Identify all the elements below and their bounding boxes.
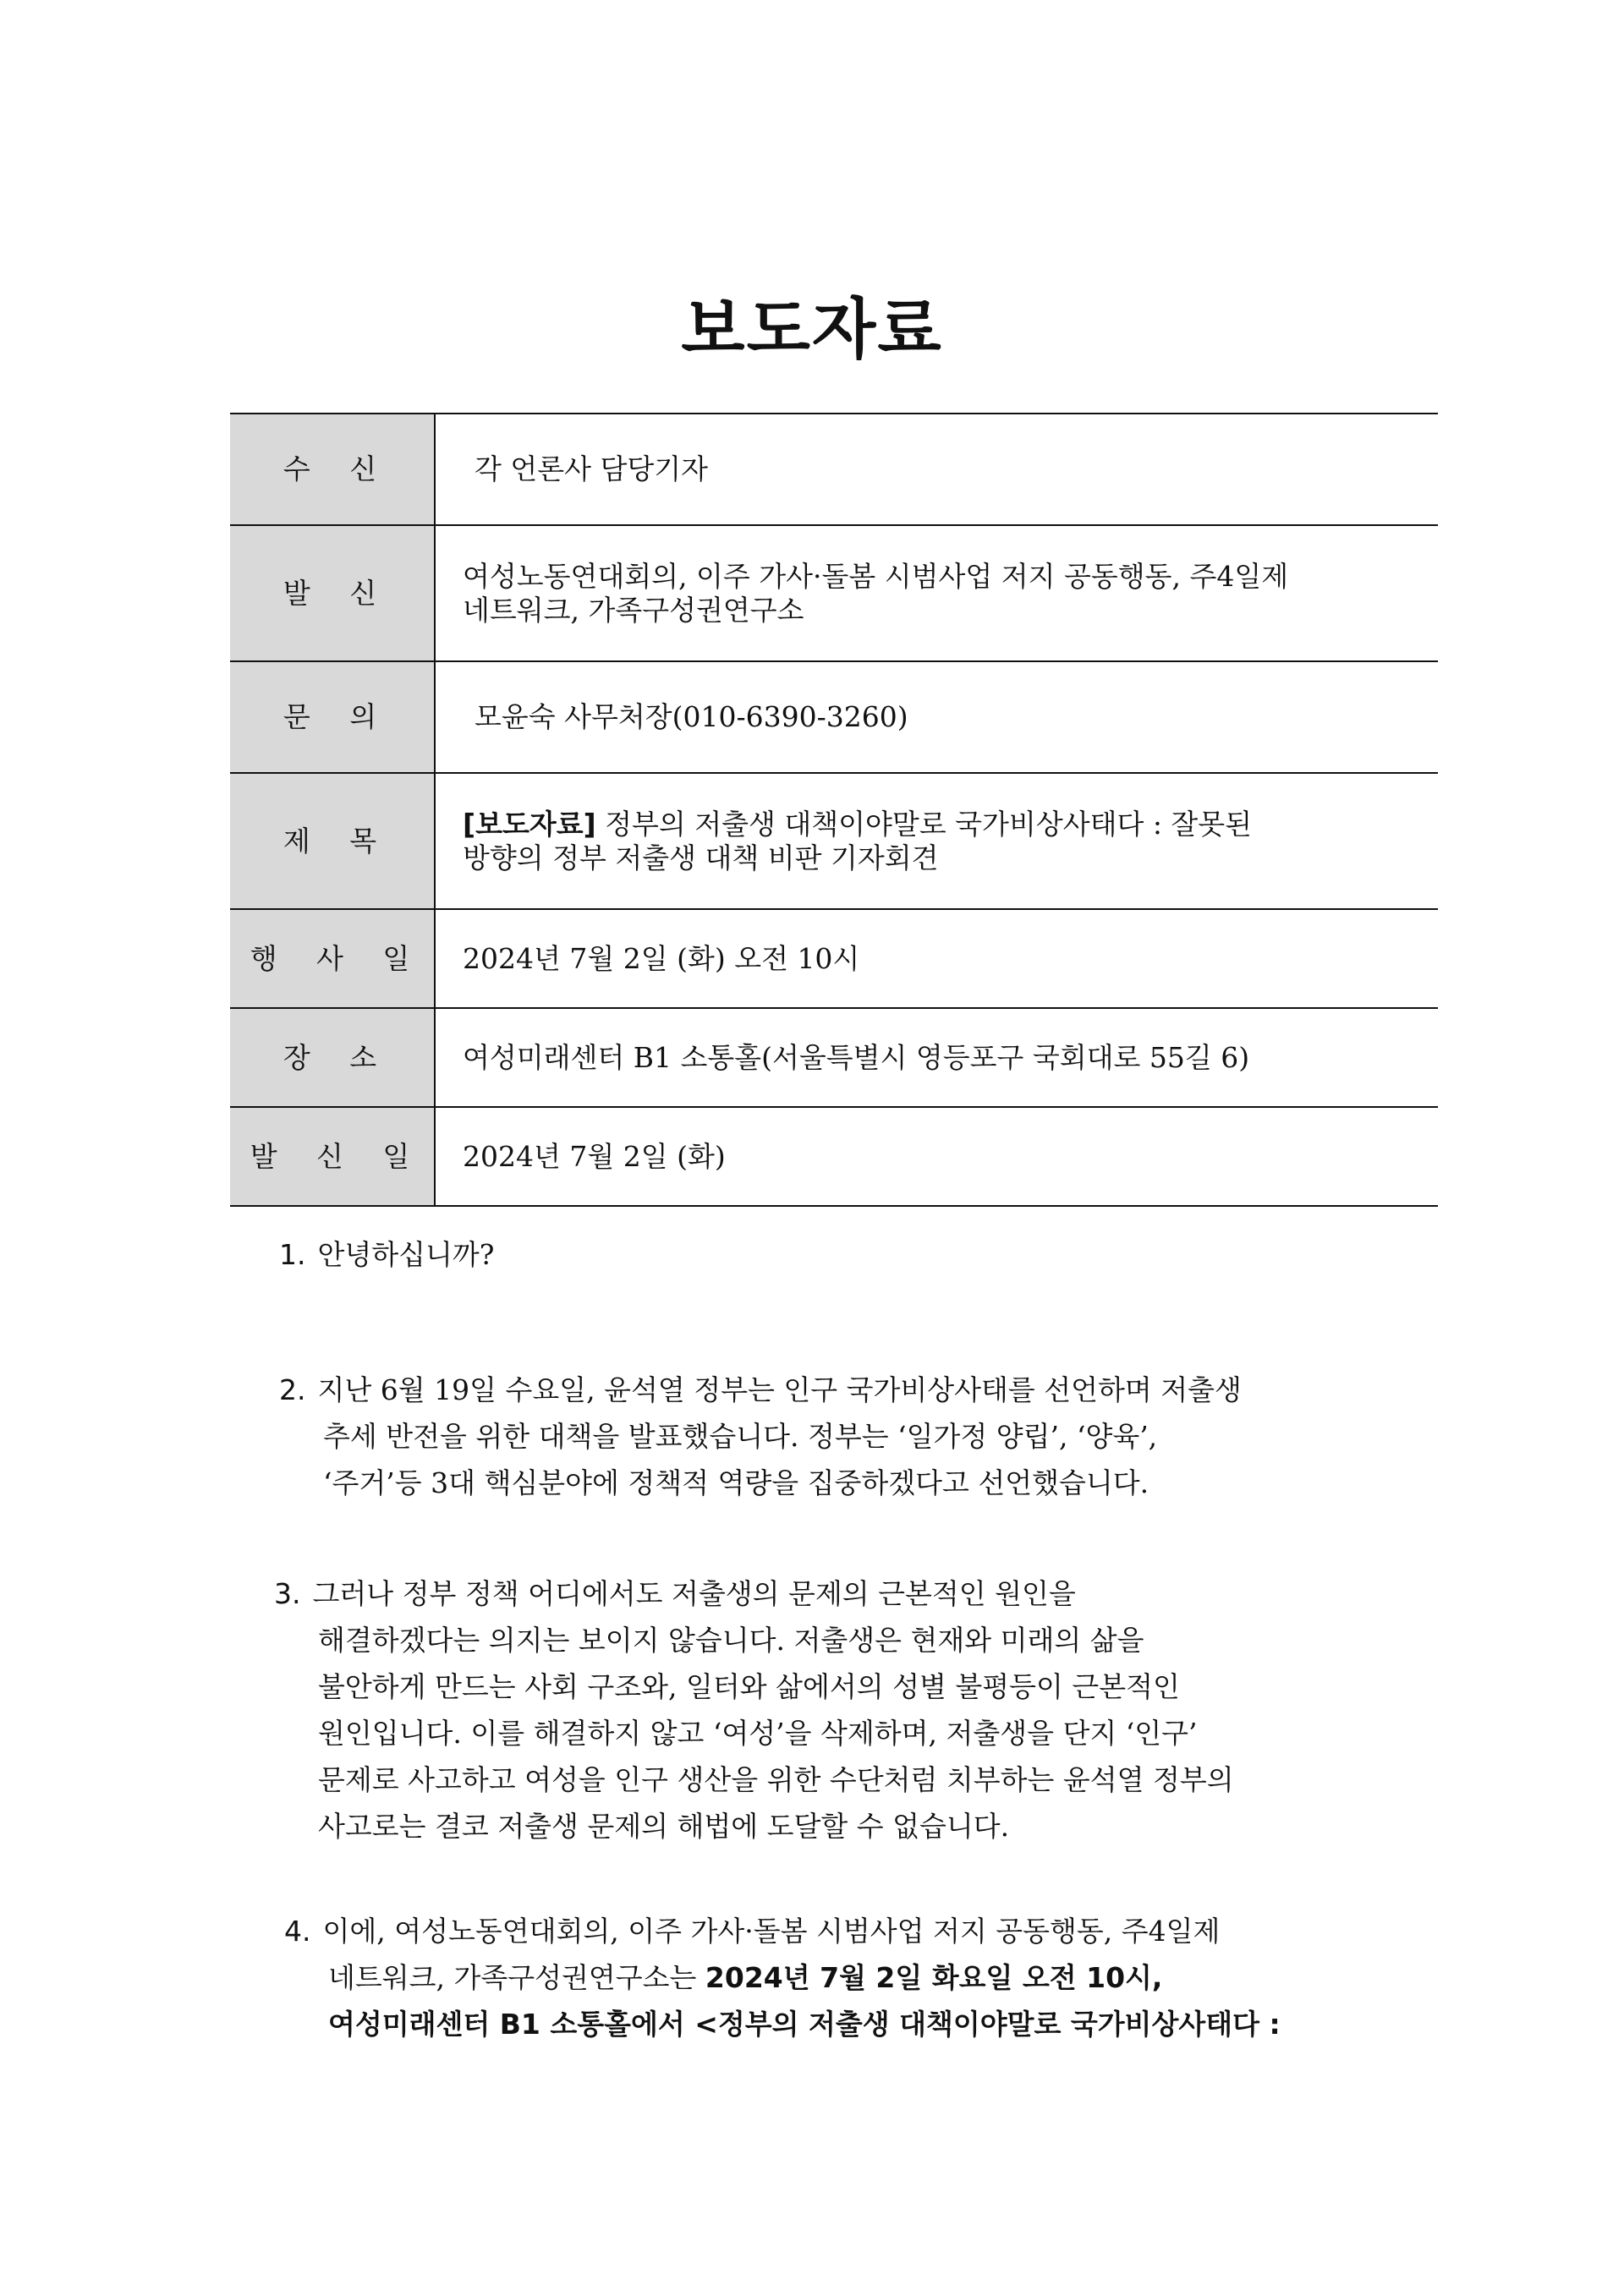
sender-line-2: 네트워크, 가족구성권연구소 (463, 593, 804, 627)
value-sender (435, 525, 1438, 661)
paragraph-4-line-3: 여성미래센터 B1 소통홀에서 <정부의 저출생 대책이야말로 국가비상사태다 : (328, 2008, 1281, 2041)
paragraph-1-line-1: 안녕하십니까? (317, 1238, 495, 1271)
paragraph-3-number: 3. (274, 1577, 301, 1610)
paragraph-4-line-2-text: 네트워크, 가족구성권연구소는 (328, 1961, 705, 1994)
paragraph-3-line-4: 원인입니다. 이를 해결하지 않고 ‘여성’을 삭제하며, 저출생을 단지 ‘인구’ (318, 1717, 1198, 1750)
value-subject (435, 773, 1438, 909)
paragraph-3-line-2: 해결하겠다는 의지는 보이지 않습니다. 저출생은 현재와 미래의 삶을 (318, 1624, 1144, 1657)
label-issue-date: 발 신 일 (230, 1107, 435, 1206)
press-info-table (230, 413, 1438, 1207)
paragraph-3-line-1 (274, 1570, 1234, 1617)
row-event-date (230, 909, 1438, 1008)
subject-line-2: 방향의 정부 저출생 대책 비판 기자회견 (463, 841, 939, 874)
row-issue-date (230, 1107, 1438, 1206)
paragraph-4-line-1-text: 이에, 여성노동연대회의, 이주 가사·돌봄 시범사업 저지 공동행동, 주4일제 (322, 1915, 1221, 1948)
label-sender: 발 신 (230, 525, 435, 661)
contact-text: 모윤숙 사무처장(010-6390-3260) (475, 700, 908, 733)
sender-line-1: 여성노동연대회의, 이주 가사·돌봄 시범사업 저지 공동행동, 주4일제 (463, 559, 1289, 593)
label-contact: 문 의 (230, 661, 435, 773)
paragraph-4-number: 4. (284, 1915, 311, 1948)
paragraph-4 (284, 1908, 1281, 2047)
paragraph-2-line-2: 추세 반전을 위한 대책을 발표했습니다. 정부는 ‘일가정 양립’, ‘양육’, (323, 1420, 1158, 1453)
label-event-date: 행 사 일 (230, 909, 435, 1008)
row-venue (230, 1008, 1438, 1107)
paragraph-2-line-1 (279, 1367, 1242, 1413)
value-event-date: 2024년 7월 2일 (화) 오전 10시 (435, 909, 1438, 1008)
paragraph-4-line-1 (284, 1908, 1281, 1954)
subject-tag: [보도자료] (463, 807, 596, 841)
paragraph-1 (279, 1231, 494, 1278)
paragraph-3-line-5: 문제로 사고하고 여성을 인구 생산을 위한 수단처럼 치부하는 윤석열 정부의 (318, 1763, 1234, 1796)
label-venue: 장 소 (230, 1008, 435, 1107)
paragraph-4-line-2 (284, 1954, 1281, 2001)
paragraph-3-line-1-text: 그러나 정부 정책 어디에서도 저출생의 문제의 근본적인 원인을 (312, 1577, 1076, 1610)
label-subject: 제 목 (230, 773, 435, 909)
paragraph-2-number: 2. (279, 1373, 306, 1406)
value-venue: 여성미래센터 B1 소통홀(서울특별시 영등포구 국회대로 55길 6) (435, 1008, 1438, 1107)
paragraph-3 (274, 1570, 1234, 1849)
paragraph-3-line-3: 불안하게 만드는 사회 구조와, 일터와 삶에서의 성별 불평등이 근본적인 (318, 1670, 1180, 1703)
row-contact (230, 661, 1438, 773)
paragraph-2-line-3: ‘주거’등 3대 핵심분야에 정책적 역량을 집중하겠다고 선언했습니다. (323, 1466, 1149, 1499)
row-sender (230, 525, 1438, 661)
paragraph-3-line-6: 사고로는 결코 저출생 문제의 해법에 도달할 수 없습니다. (318, 1810, 1010, 1843)
paragraph-4-date-emphasis: 2024년 7월 2일 화요일 오전 10시, (705, 1961, 1163, 1994)
subject-line-1 (463, 808, 1413, 841)
subject-line-1-text: 정부의 저출생 대책이야말로 국가비상사태다 : 잘못된 (595, 807, 1253, 841)
paragraph-2 (279, 1367, 1242, 1506)
value-recipient (435, 414, 1438, 525)
row-recipient (230, 414, 1438, 525)
paragraph-2-line-1-text: 지난 6월 19일 수요일, 윤석열 정부는 인구 국가비상사태를 선언하며 저출생 (317, 1373, 1242, 1406)
paragraph-1-number: 1. (279, 1238, 306, 1271)
label-recipient: 수 신 (230, 414, 435, 525)
row-subject (230, 773, 1438, 909)
value-contact (435, 661, 1438, 773)
document-title: 보도자료 (681, 292, 943, 368)
value-issue-date: 2024년 7월 2일 (화) (435, 1107, 1438, 1206)
recipient-text: 각 언론사 담당기자 (475, 452, 709, 485)
